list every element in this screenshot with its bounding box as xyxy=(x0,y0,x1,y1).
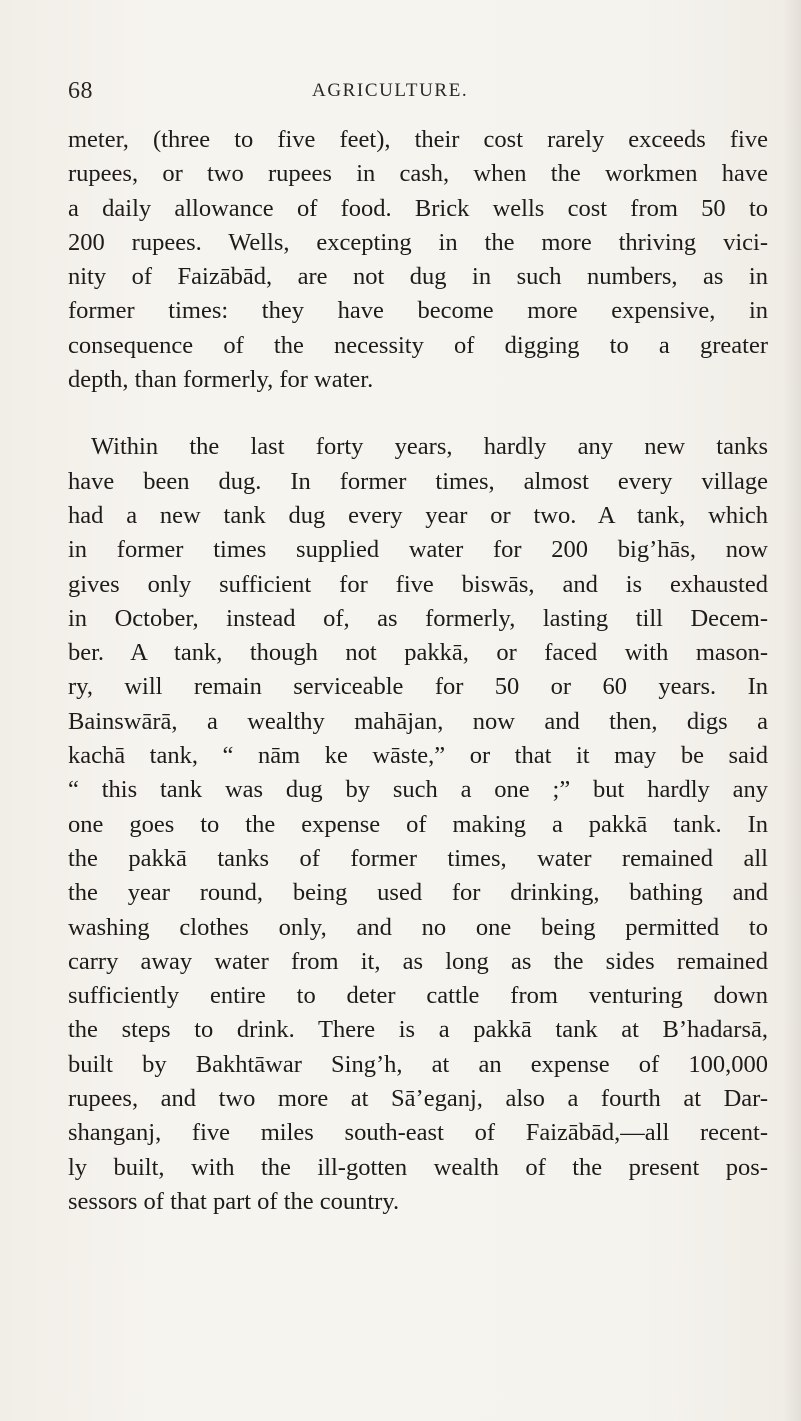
text-line: built by Bakhtāwar Sing’h, at an expense of 100,000 xyxy=(68,1050,768,1078)
page-number: 68 xyxy=(68,78,93,104)
text-line: the year round, being used for drinking, bathing and xyxy=(68,879,768,907)
text-line: had a new tank dug every year or two. A tank, which xyxy=(68,501,768,529)
text-line: a daily allowance of food. Brick wells cost from 50 to xyxy=(68,194,768,222)
text-line: “ this tank was dug by such a one ;” but hardly any xyxy=(68,776,768,804)
text-line: consequence of the necessity of digging to a greater xyxy=(68,331,768,359)
paragraph-gap xyxy=(68,397,768,430)
text-line: ly built, with the ill-gotten wealth of the present pos- xyxy=(68,1153,768,1181)
text-line: Within the last forty years, hardly any new tanks xyxy=(91,433,768,461)
paragraph-1 xyxy=(68,123,768,397)
text-line: depth, than formerly, for water. xyxy=(68,366,374,394)
text-line: nity of Faizābād, are not dug in such numbers, as in xyxy=(68,263,768,291)
section-title: AGRICULTURE. xyxy=(312,80,469,101)
text-line: have been dug. In former times, almost every village xyxy=(68,467,768,495)
page-edge-shadow xyxy=(783,0,801,1421)
text-line: in October, instead of, as formerly, lasting till Decem- xyxy=(68,604,768,632)
text-line: rupees, or two rupees in cash, when the workmen have xyxy=(68,160,768,188)
running-head xyxy=(68,78,768,108)
text-line: former times: they have become more expensive, in xyxy=(68,297,768,325)
text-line: rupees, and two more at Sā’eganj, also a fourth at Dar- xyxy=(68,1085,768,1113)
text-line: 200 rupees. Wells, excepting in the more thriving vici- xyxy=(68,228,768,256)
text-line: in former times supplied water for 200 big’hās, now xyxy=(68,536,768,564)
text-line: sufficiently entire to deter cattle from venturing down xyxy=(68,982,768,1010)
text-line: shanganj, five miles south-east of Faizābād,—all recent- xyxy=(68,1119,768,1147)
text-line: carry away water from it, as long as the sides remained xyxy=(68,947,768,975)
text-line: ry, will remain serviceable for 50 or 60 years. In xyxy=(68,673,768,701)
text-line: washing clothes only, and no one being permitted to xyxy=(68,913,768,941)
text-line: sessors of that part of the country. xyxy=(68,1187,400,1215)
text-line: Bainswārā, a wealthy mahājan, now and then, digs a xyxy=(68,707,768,735)
body-text xyxy=(68,123,768,1219)
text-line: meter, (three to five feet), their cost rarely exceeds five xyxy=(68,126,768,153)
text-line: ber. A tank, though not pakkā, or faced with mason- xyxy=(68,639,768,667)
text-line: one goes to the expense of making a pakkā tank. In xyxy=(68,810,768,838)
text-line: the steps to drink. There is a pakkā tank at B’hadarsā, xyxy=(68,1016,768,1044)
text-line: kachā tank, “ nām ke wāste,” or that it may be said xyxy=(68,742,768,770)
paragraph-2 xyxy=(68,430,768,1219)
text-line: gives only sufficient for five biswās, and is exhausted xyxy=(68,570,768,598)
text-line: the pakkā tanks of former times, water remained all xyxy=(68,844,768,872)
